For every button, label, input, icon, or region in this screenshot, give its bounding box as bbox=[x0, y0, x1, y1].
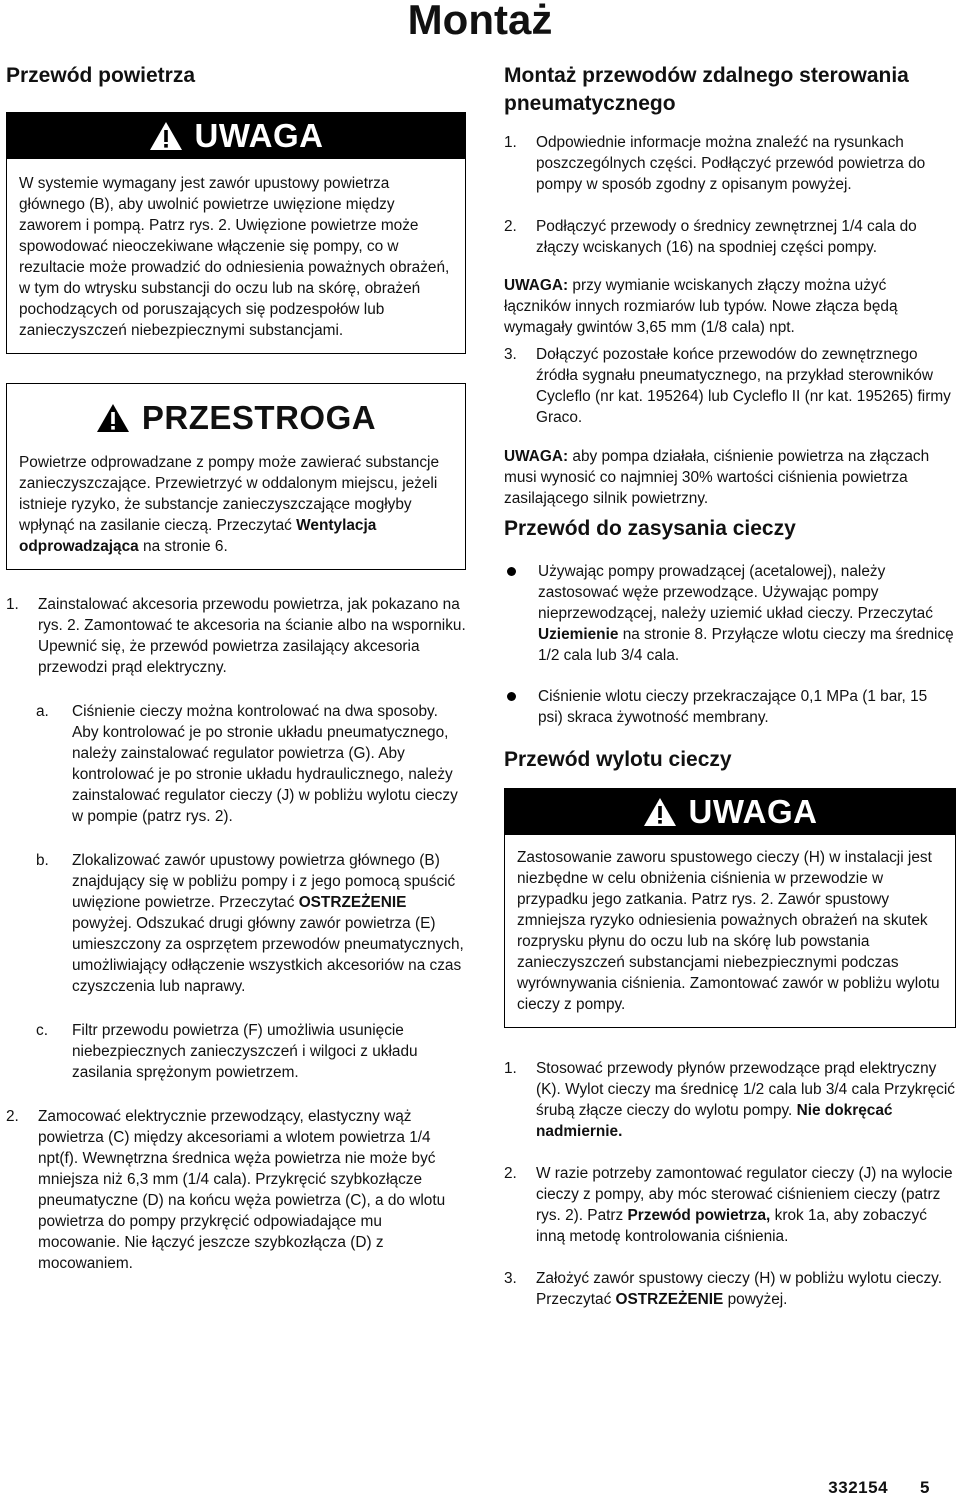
step-1c: c. Filtr przewodu powietrza (F) umożliwia usunięcie niebezpiecznych zanieczyszczeń i wilgoci z układu zasilania sprężonym powietrzem. bbox=[36, 1020, 466, 1083]
step-2-text: Zamocować elektrycznie przewodzący, elastyczny wąż powietrza (C) między akcesoriami a wlotem powietrza 1/4 npt(f). Wewnętrzna średnica węża powietrza nie może być mniejsza niż 6,3 mm (1/4 cala). Przykręcić szybkozłącze pneumatyczne (D) na końcu węża powietrza (C), a do wlotu powietrza do pompy przykręcić odpowiadające mu mocowanie. Nie łączyć jeszcze szybkozłącza (D) z mocowaniem. bbox=[38, 1108, 446, 1272]
outlet-step-3: 3. Założyć zawór spustowy cieczy (H) w pobliżu wylotu cieczy. Przeczytać OSTRZEŻENIE powyżej. bbox=[504, 1270, 942, 1308]
section-title-remote: Montaż przewodów zdalnego sterowania pneumatycznego bbox=[504, 64, 909, 115]
caution-box bbox=[6, 383, 466, 570]
remote-note-1: UWAGA: przy wymianie wciskanych złączy można użyć łączników innych rozmiarów lub typów. Nowe złącza będą wymagały gwintów 3,65 mm (1/8 cala) npt. bbox=[504, 277, 898, 336]
section-title-air-line: Przewód powietrza bbox=[6, 64, 196, 87]
warning-header-outlet bbox=[505, 789, 955, 835]
outlet-step-1: 1. Stosować przewody płynów przewodzące prąd elektryczny (K). Wylot cieczy ma średnicę 1/2 cala lub 3/4 cala Przykręcić śrubą złącze cieczy do wylotu pompy. Nie dokręcać nadmiernie. bbox=[504, 1060, 955, 1140]
section-title-suction: Przewód do zasysania cieczy bbox=[504, 517, 796, 540]
warning-text-outlet: Zastosowanie zaworu spustowego cieczy (H) w instalacji jest niezbędne w celu obniżenia ciśnienia w przewodzie w przypadku jego zatkania. Patrz rys. 2. Zawór spustowy zmniejsza ryzyko odniesienia poważnych obrażeń na skutek rozprysku płynu do oczu lub na skórę lub powstania zanieczyszczeń substancjami niebezpiecznymi podczas wyrównywania ciśnienia. Zamontować zawór w pobliżu wylotu cieczy z pompy. bbox=[517, 849, 940, 1013]
warning-header bbox=[7, 113, 465, 159]
document-number: 332154 bbox=[828, 1478, 889, 1497]
caution-triangle-icon bbox=[96, 403, 130, 433]
page-title: Montaż bbox=[407, 0, 553, 43]
warning-heading: UWAGA bbox=[194, 117, 324, 154]
warning-box-air bbox=[6, 112, 466, 354]
right-column bbox=[504, 62, 956, 1310]
ventilation-ref: Wentylacja odprowadzająca bbox=[19, 517, 377, 555]
step-2: 2. Zamocować elektrycznie przewodzący, elastyczny wąż powietrza (C) między akcesoriami a wlotem powietrza 1/4 npt(f). Wewnętrzna średnica węża powietrza nie może być mniejsza niż 6,3 mm (1/4 cala). Przykręcić szybkozłącze pneumatyczne (D) na końcu węża powietrza (C), a do wlotu powietrza do pompy przykręcić odpowiadające mu mocowanie. Nie łączyć jeszcze szybkozłącza (D) z mocowaniem. bbox=[6, 1106, 466, 1274]
step-1: 1. Zainstalować akcesoria przewodu powietrza, jak pokazano na rys. 2. Zamontować te akcesoria na ścianie albo na wsporniku. Upewnić się, że przewód powietrza zasilający akcesoria przewodzi prąd elektryczny. bbox=[6, 596, 466, 676]
step-1a-text: Ciśnienie cieczy można kontrolować na dwa sposoby. Aby kontrolować je po stronie układu pneumatycznego, należy zainstalować regulator powietrza (G). Aby kontrolować je po stronie układu hydraulicznego, należy zainstalować regulator cieczy (J) w pobliżu wylotu cieczy w pompie (patrz rys. 2). bbox=[72, 703, 458, 825]
caution-text: Powietrze odprowadzane z pompy może zawierać substancje zanieczyszczające. Przewietrzyć w oddalonym miejscu, jeżeli istnieje ryzyko, że substancje zanieczyszczające mogłyby wpłynąć na zasilanie cieczą. Przeczytać Wentylacja odprowadzająca na stronie 6. bbox=[19, 454, 440, 555]
left-column bbox=[6, 62, 466, 1274]
step-1c-text: Filtr przewodu powietrza (F) umożliwia usunięcie niebezpiecznych zanieczyszczeń i wilgoci z układu zasilania sprężonym powietrzem. bbox=[72, 1022, 418, 1081]
step-1-text: Zainstalować akcesoria przewodu powietrza, jak pokazano na rys. 2. Zamontować te akcesoria na ścianie albo na wsporniku. Upewnić się, że przewód powietrza zasilający akcesoria przewodzi prąd elektryczny. bbox=[38, 596, 466, 676]
step-1b: b. Zlokalizować zawór upustowy powietrza głównego (B) znajdujący się w pobliżu pompy i z jego pomocą spuścić uwięzione powietrze. Przeczytać OSTRZEŻENIE powyżej. Odszukać drugi główny zawór powietrza (E) umieszczony za osprzętem przewodów pneumatycznych, umożliwiający odłączenie wszystkich akcesoriów na czas czyszczenia lub naprawy. bbox=[36, 850, 466, 997]
caution-heading: PRZESTROGA bbox=[141, 399, 377, 436]
suction-bullet-1: Używając pompy prowadzącej (acetalowej), należy zastosować węże przewodzące. Używając pompy nieprzewodzącej, należy uziemić układ cieczy. Przeczytać Uziemienie na stronie 8. Przyłącze wlotu cieczy ma średnicę 1/2 cala lub 3/4 cala. bbox=[504, 561, 956, 666]
page-number: 5 bbox=[920, 1478, 930, 1497]
section-title-outlet: Przewód wylotu cieczy bbox=[504, 748, 732, 771]
step-1a: a. Ciśnienie cieczy można kontrolować na dwa sposoby. Aby kontrolować je po stronie układu pneumatycznego, należy zainstalować regulator powietrza (G). Aby kontrolować je po stronie układu hydraulicznego, należy zainstalować regulator cieczy (J) w pobliżu wylotu cieczy w pompie (patrz rys. 2). bbox=[36, 701, 466, 827]
warning-text: W systemie wymagany jest zawór upustowy powietrza głównego (B), aby uwolnić powietrze uwięzione między zaworem i pompą. Patrz rys. 2. Uwięzione powietrze może spowodować nieoczekiwane włączenie się pompy, co w rezultacie może prowadzić do odniesienia poważnych obrażeń, w tym do wtrysku substancji do oczu lub na skórę, obrażeń pochodzących od poruszających się podzespołów lub zanieczyszczeń niebezpiecznymi substancjami. bbox=[19, 175, 450, 339]
remote-step-2: 2. Podłączyć przewody o średnicy zewnętrznej 1/4 cala do złączy wciskanych (16) na spodniej części pompy. bbox=[504, 218, 917, 256]
remote-step-3: 3. Dołączyć pozostałe końce przewodów do zewnętrznego źródła sygnału pneumatycznego, na przykład sterowników Cycleflo (nr kat. 195264) lub Cycleflo II (nr kat. 195265) firmy Graco. bbox=[504, 346, 951, 426]
remote-note-2: UWAGA: aby pompa działała, ciśnienie powietrza na złączach musi wynosić co najmniej 30% wartości ciśnienia powietrza zasilającego silnik powietrzny. bbox=[504, 448, 930, 507]
outlet-step-2: 2. W razie potrzeby zamontować regulator cieczy (J) na wylocie cieczy z pompy, aby móc sterować ciśnieniem cieczy (patrz rys. 2). Patrz Przewód powietrza, krok 1a, aby zobaczyć inną metodę kontrolowania ciśnienia. bbox=[504, 1165, 953, 1245]
warning-heading-outlet: UWAGA bbox=[688, 793, 818, 830]
page-footer bbox=[828, 1478, 930, 1498]
warning-box-outlet bbox=[504, 788, 956, 1028]
warning-triangle-icon bbox=[643, 797, 677, 827]
bullet-icon bbox=[504, 686, 538, 728]
warning-triangle-icon bbox=[149, 121, 183, 151]
caution-header bbox=[19, 384, 453, 442]
suction-bullet-2: Ciśnienie wlotu cieczy przekraczające 0,1 MPa (1 bar, 15 psi) skraca żywotność membrany. bbox=[504, 686, 956, 728]
step-1b-text: Zlokalizować zawór upustowy powietrza głównego (B) znajdujący się w pobliżu pompy i z jego pomocą spuścić uwięzione powietrze. Przeczytać OSTRZEŻENIE powyżej. Odszukać drugi główny zawór powietrza (E) umieszczony za osprzętem przewodów pneumatycznych, umożliwiający odłączenie wszystkich akcesoriów na czas czyszczenia lub naprawy. bbox=[72, 852, 464, 995]
bullet-icon bbox=[504, 561, 538, 666]
remote-step-1: 1. Odpowiednie informacje można znaleźć na rysunkach poszczególnych części. Podłączyć przewód powietrza do pompy w sposób zgodny z opisanym powyżej. bbox=[504, 134, 926, 193]
